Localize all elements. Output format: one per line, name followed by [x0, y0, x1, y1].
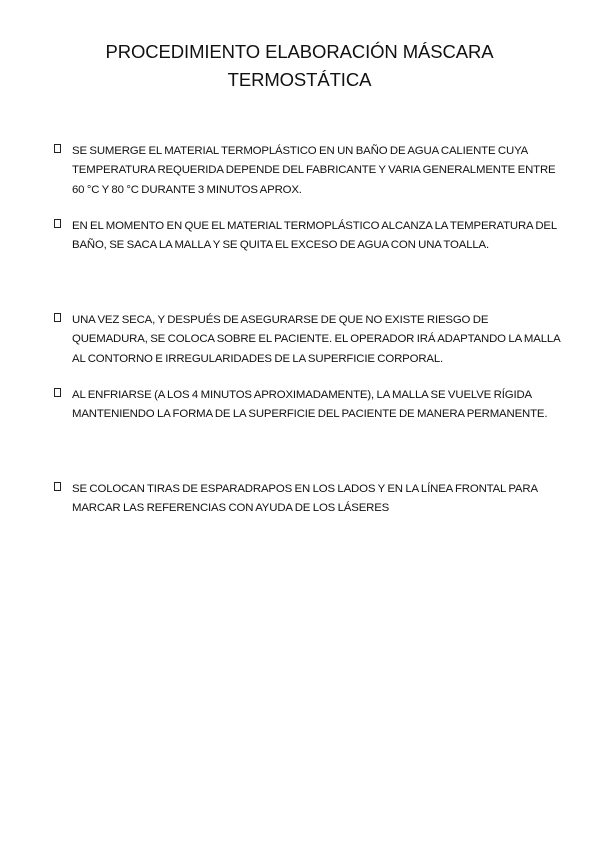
list-item-text: SE COLOCAN TIRAS DE ESPARADRAPOS EN LOS LADOS Y EN LA LÍNEA FRONTAL PARA MARCAR LAS REFERENCIAS CON AYUDA DE LOS LÁSERES: [72, 483, 538, 515]
square-bullet-icon: [54, 144, 61, 153]
square-bullet-icon: [54, 482, 61, 491]
list-item-text: AL ENFRIARSE (A LOS 4 MINUTOS APROXIMADAMENTE), LA MALLA SE VUELVE RÍGIDA MANTENIENDO LA FORMA DE LA SUPERFICIE DEL PACIENTE DE MANERA PERMANENTE.: [72, 389, 548, 421]
list-item-text: EN EL MOMENTO EN QUE EL MATERIAL TERMOPLÁSTICO ALCANZA LA TEMPERATURA DEL BAÑO, SE SACA LA MALLA Y SE QUITA EL EXCESO DE AGUA CON UNA TOALLA.: [72, 220, 557, 252]
square-bullet-icon: [54, 388, 61, 397]
square-bullet-icon: [54, 219, 61, 228]
list-item-text: SE SUMERGE EL MATERIAL TERMOPLÁSTICO EN UN BAÑO DE AGUA CALIENTE CUYA TEMPERATURA REQUERIDA DEPENDE DEL FABRICANTE Y VARIA GENERALMENTE ENTRE 60 °C Y 80 °C DURANTE 3 MINUTOS APROX.: [72, 145, 556, 196]
title-line-1: PROCEDIMIENTO ELABORACIÓN MÁSCARA: [105, 41, 494, 62]
list-item-text: UNA VEZ SECA, Y DESPUÉS DE ASEGURARSE DE QUE NO EXISTE RIESGO DE QUEMADURA, SE COLOCA SOBRE EL PACIENTE. EL OPERADOR IRÁ ADAPTANDO LA MALLA AL CONTORNO E IRREGULARIDADES DE LA SUPERFICIE CORPORAL.: [72, 314, 560, 365]
title-line-2: TERMOSTÁTICA: [227, 69, 372, 90]
page-title: [40, 38, 559, 94]
square-bullet-icon: [54, 313, 61, 322]
